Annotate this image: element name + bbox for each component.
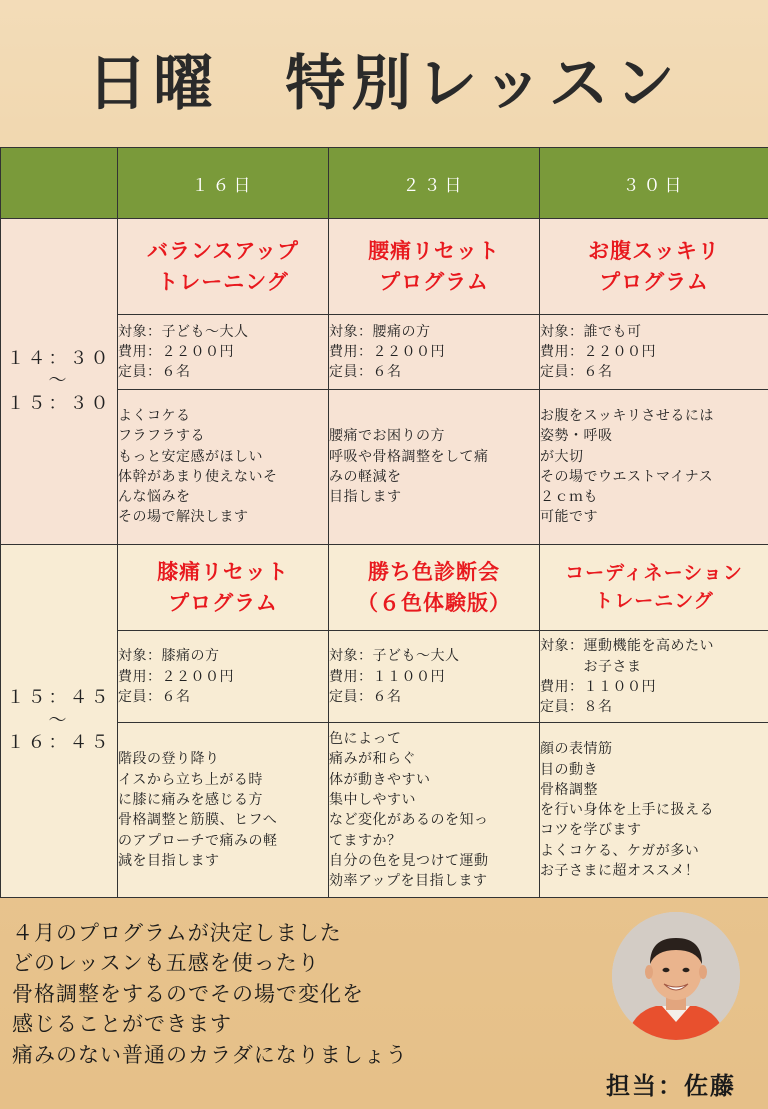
program-info: 対象：運動機能を高めたい お子さま 費用：１１００円 定員：８名 — [540, 631, 768, 723]
program-info: 対象：腰痛の方 費用：２２００円 定員：６名 — [329, 315, 540, 389]
date-header: １６日 — [118, 148, 329, 219]
program-info: 対象：子ども～大人 費用：２２００円 定員：６名 — [118, 315, 329, 389]
program-info: 対象：誰でも可 費用：２２００円 定員：６名 — [540, 315, 768, 389]
header-row — [1, 148, 768, 219]
time-separator: ～ — [48, 370, 70, 392]
date-header: ２３日 — [329, 148, 540, 219]
time-start: １４：３０ — [6, 347, 112, 369]
program-info: 対象：子ども～大人 費用：１１００円 定員：６名 — [329, 631, 540, 723]
time-end: １５：３０ — [6, 392, 112, 414]
program-description: よくコケる フラフラする もっと安定感がほしい 体幹があまり使えないそ んな悩みを その場で解決します — [118, 389, 329, 544]
time-slot — [1, 545, 118, 898]
program-name: コーディネーション トレーニング — [540, 545, 768, 631]
program-description: 階段の登り降り イスから立ち上がる時 に膝に痛みを感じる方 骨格調整と筋膜、ヒフへ のアプローチで痛みの軽 減を目指します — [118, 723, 329, 898]
page-title: 日曜 特別レッスン — [87, 49, 681, 119]
program-description: 腰痛でお困りの方 呼吸や骨格調整をして痛 みの軽減を 目指します — [329, 389, 540, 544]
program-name-row — [1, 219, 768, 315]
schedule-table — [0, 147, 768, 898]
instructor-portrait-icon — [612, 912, 740, 1040]
date-header: ３０日 — [540, 148, 768, 219]
program-name-row — [1, 545, 768, 631]
time-end: １６：４５ — [6, 732, 112, 754]
program-name: お腹スッキリ プログラム — [540, 219, 768, 315]
program-name: 腰痛リセット プログラム — [329, 219, 540, 315]
program-description: お腹をスッキリさせるには 姿勢・呼吸 が大切 その場でウエストマイナス ２ｃｍも 可能です — [540, 389, 768, 544]
program-description: 色によって 痛みが和らぐ 体が動きやすい 集中しやすい など変化があるのを知っ てますか？ 自分の色を見つけて運動 効率アップを目指します — [329, 723, 540, 898]
header-corner — [1, 148, 118, 219]
instructor-photo — [612, 912, 740, 1040]
program-name: 膝痛リセット プログラム — [118, 545, 329, 631]
program-name: 勝ち色診断会 （６色体験版） — [329, 545, 540, 631]
instructor-name: 担当：佐藤 — [606, 1072, 736, 1100]
time-separator: ～ — [48, 709, 70, 731]
program-info: 対象：膝痛の方 費用：２２００円 定員：６名 — [118, 631, 329, 723]
announcement-text: ４月のプログラムが決定しました どのレッスンも五感を使ったり 骨格調整をするのでその場で変化を 感じることができます 痛みのない普通のカラダになりましょう — [12, 921, 408, 1067]
time-slot — [1, 219, 118, 545]
program-description: 顔の表情筋 目の動き 骨格調整 を行い身体を上手に扱える コツを学びます よくコケる、ケガが多い お子さまに超オススメ！ — [540, 723, 768, 898]
program-name: バランスアップ トレーニング — [118, 219, 329, 315]
time-start: １５：４５ — [6, 687, 112, 709]
